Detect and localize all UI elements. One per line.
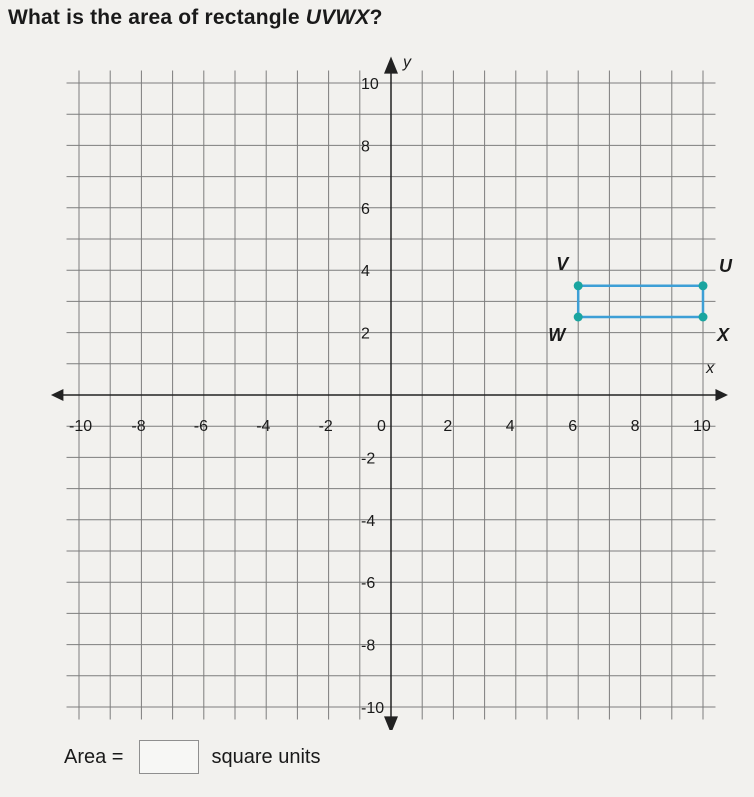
units-label: square units (211, 745, 321, 768)
x-tick-label: 6 (568, 418, 578, 435)
x-axis-arrow-left (51, 389, 63, 401)
y-axis-label: y (403, 54, 411, 72)
x-tick-label: -2 (318, 418, 333, 435)
area-label: Area = (64, 745, 124, 768)
y-tick-label: 10 (361, 76, 379, 93)
y-tick-label: 4 (361, 263, 370, 281)
vertex-v-point[interactable] (574, 281, 583, 290)
x-tick-label: 4 (505, 418, 515, 435)
y-tick-label: -8 (361, 637, 376, 655)
answer-row (64, 740, 320, 774)
y-tick-label: 2 (361, 325, 370, 343)
y-tick-label: 6 (361, 200, 370, 218)
x-tick-label: -8 (131, 418, 146, 435)
y-axis-arrow-down (384, 716, 398, 730)
vertex-u-point[interactable] (699, 281, 708, 290)
y-tick-label: -4 (361, 512, 376, 530)
question-text: What is the area of rectangle UVWX? (8, 6, 383, 29)
x-tick-label: 8 (630, 418, 640, 435)
y-tick-label: -2 (361, 450, 376, 468)
vertex-x-label: X (717, 325, 730, 345)
x-tick-label: -4 (256, 418, 271, 435)
vertex-v-label: V (556, 253, 569, 274)
area-input[interactable] (139, 740, 199, 774)
x-tick-label: 10 (693, 418, 711, 435)
axes (51, 56, 728, 730)
x-tick-label: 0 (377, 418, 386, 435)
x-tick-label: -10 (69, 418, 93, 435)
y-tick-label: -6 (361, 575, 376, 593)
x-tick-label: 2 (443, 418, 453, 435)
x-axis-arrow-right (715, 389, 727, 401)
vertex-w-label: W (548, 325, 566, 345)
vertex-x-point[interactable] (699, 313, 708, 322)
y-axis-arrow-up (384, 56, 398, 73)
tick-labels (69, 54, 715, 717)
y-tick-label: 8 (361, 138, 370, 156)
x-axis-label: x (706, 360, 715, 377)
rectangle-name: UVWX (305, 6, 370, 29)
y-tick-label: -10 (361, 700, 385, 717)
x-tick-label: -6 (193, 418, 209, 435)
vertex-w-point[interactable] (574, 313, 583, 322)
vertex-u-label: U (719, 255, 732, 276)
